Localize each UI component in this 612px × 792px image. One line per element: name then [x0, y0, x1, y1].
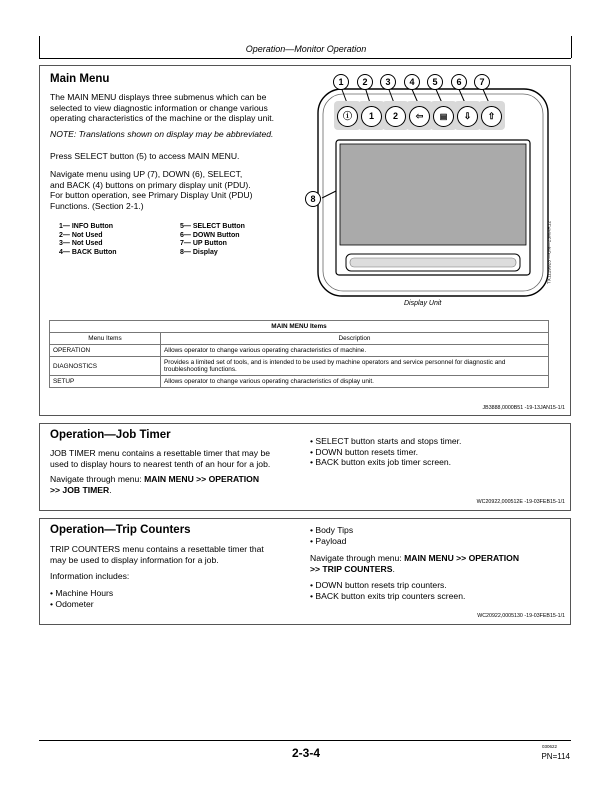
table-header-description: Description: [161, 333, 549, 345]
table-cell-desc: Provides a limited set of tools, and is intended to be used by machine operators and service personnel for diagnostic and troubleshooting functions.: [161, 357, 549, 376]
figure-id: TX1119923 —UN—23MAR12: [547, 220, 553, 285]
main-menu-title: Main Menu: [50, 73, 110, 85]
table-row: [50, 345, 549, 357]
not-used-button-2[interactable]: 2: [385, 106, 406, 127]
trip-counters-intro: TRIP COUNTERS menu contains a resettable timer that may be used to display information for a job.: [50, 544, 264, 565]
callout-3: 3: [380, 74, 396, 90]
page-number: 2-3-4: [291, 746, 320, 760]
table-cell-item: OPERATION: [50, 345, 161, 357]
trip-counters-doc-id: WC20922,0005130 -19-03FEB15-1/1: [477, 613, 565, 619]
main-menu-navigation: Navigate menu using UP (7), DOWN (6), SELECT, and BACK (4) buttons on primary display unit (PDU). For button operation, see Primary Display Unit (PDU) Functions. (Section 2-1.): [50, 169, 253, 211]
table-cell-item: SETUP: [50, 376, 161, 388]
info-icon: ⓘ: [342, 111, 352, 121]
callout-5: 5: [427, 74, 443, 90]
table-header-row: [50, 333, 549, 345]
trip-counters-left-bullets: • Machine Hours • Odometer: [50, 588, 114, 609]
back-arrow-icon: ⇦: [415, 111, 424, 121]
up-arrow-icon: ⇧: [487, 111, 496, 121]
table-header-menu-items: Menu Items: [50, 333, 161, 345]
info-button[interactable]: [337, 106, 358, 127]
callout-8: 8: [305, 191, 321, 207]
main-menu-doc-id: JB3888,0000B51 -19-13JAN15-1/1: [482, 405, 565, 411]
table-cell-item: DIAGNOSTICS: [50, 357, 161, 376]
back-button[interactable]: [409, 106, 430, 127]
job-timer-doc-id: WC20922,000512E -19-03FEB15-1/1: [476, 499, 565, 505]
callout-7: 7: [474, 74, 490, 90]
footer-small-code: 030622: [541, 744, 557, 749]
trip-counters-title: Operation—Trip Counters: [50, 524, 191, 536]
figure-caption: Display Unit: [404, 300, 442, 307]
main-menu-items-table: [49, 320, 549, 388]
callout-2: 2: [357, 74, 373, 90]
table-cell-desc: Allows operator to change various operating characteristics of display unit.: [161, 376, 549, 388]
trip-counters-navigation: Navigate through menu: MAIN MENU >> OPERATION >> TRIP COUNTERS.: [310, 553, 520, 574]
trip-counters-right-bullets: • Body Tips • Payload: [310, 525, 354, 546]
footer-divider: [39, 740, 571, 741]
main-menu-note: NOTE: Translations shown on display may be abbreviated.: [50, 129, 274, 139]
callout-6: 6: [451, 74, 467, 90]
job-timer-bullets: • SELECT button starts and stops timer. • DOWN button resets timer. • BACK button exits job timer screen.: [310, 436, 462, 468]
table-row: [50, 376, 549, 388]
main-menu-select-instruction: Press SELECT button (5) to access MAIN MENU.: [50, 151, 240, 161]
footer-pn: PN=114: [541, 752, 570, 761]
job-timer-intro: JOB TIMER menu contains a resettable timer that may be used to display hours to nearest tenth of an hour for a job.: [50, 448, 271, 469]
select-button[interactable]: [433, 106, 454, 127]
select-icon: ▤: [439, 112, 448, 121]
table-title: MAIN MENU Items: [50, 321, 549, 333]
table-cell-desc: Allows operator to change various operating characteristics of machine.: [161, 345, 549, 357]
main-menu-intro: The MAIN MENU displays three submenus which can be selected to view diagnostic information or change various operating characteristics of the machine or the display unit.: [50, 92, 275, 124]
table-title-row: [50, 321, 549, 333]
job-timer-title: Operation—Job Timer: [50, 429, 171, 441]
callout-1: 1: [333, 74, 349, 90]
figure-legend-left: 1— INFO Button 2— Not Used 3— Not Used 4— BACK Button: [59, 223, 117, 256]
not-used-button-1[interactable]: 1: [361, 106, 382, 127]
trip-counters-bullets: • DOWN button resets trip counters. • BACK button exits trip counters screen.: [310, 580, 466, 601]
down-button[interactable]: [457, 106, 478, 127]
up-button[interactable]: [481, 106, 502, 127]
job-timer-navigation: Navigate through menu: MAIN MENU >> OPERATION >> JOB TIMER.: [50, 474, 260, 495]
down-arrow-icon: ⇩: [463, 111, 472, 121]
callout-4: 4: [404, 74, 420, 90]
header-divider: [39, 58, 571, 59]
table-row: [50, 357, 549, 376]
trip-counters-info-label: Information includes:: [50, 571, 130, 581]
figure-legend-right: 5— SELECT Button 6— DOWN Button 7— UP Button 8— Display: [180, 223, 245, 256]
running-header: Operation—Monitor Operation: [245, 44, 367, 54]
